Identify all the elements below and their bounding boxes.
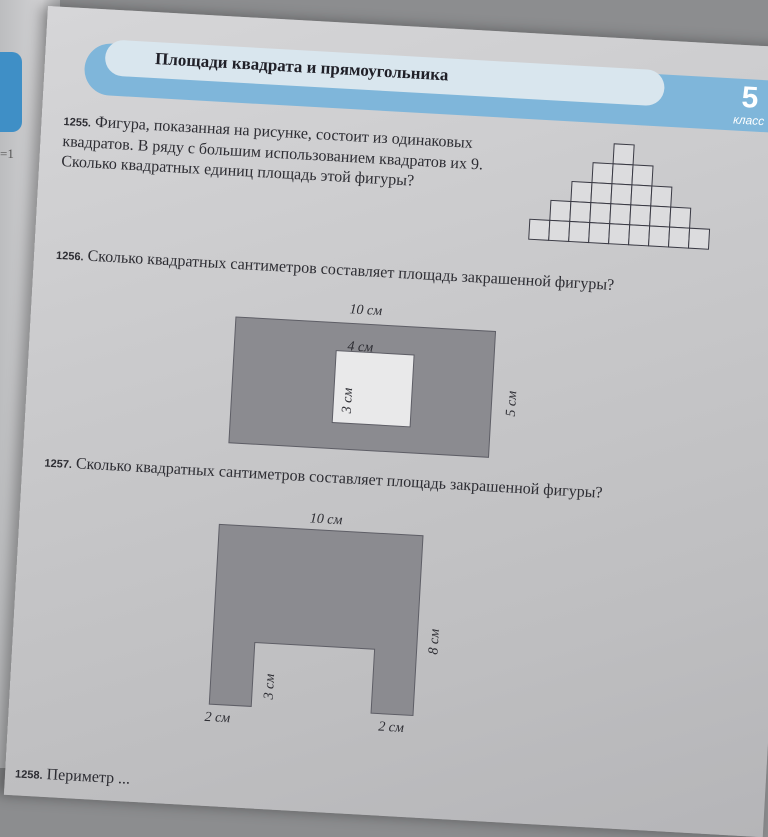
figure-1256	[229, 317, 498, 459]
unit-square	[651, 186, 672, 207]
unit-square	[613, 144, 634, 165]
unit-square	[688, 228, 709, 249]
unit-square	[611, 184, 632, 205]
label-inner-side: 3 см	[339, 387, 357, 414]
unit-square	[571, 182, 592, 203]
task-number: 1255.	[63, 116, 92, 130]
label-inner-top: 4 см	[347, 339, 374, 356]
left-page-mark: =1	[0, 146, 14, 161]
unit-square	[669, 227, 690, 248]
label-right: 5 см	[503, 390, 521, 417]
unit-square	[529, 219, 550, 240]
unit-square	[612, 164, 633, 185]
unit-square	[670, 207, 691, 228]
pyramid-figure	[523, 137, 739, 259]
label-notch-height: 3 см	[261, 673, 279, 700]
task-text: Периметр ...	[46, 766, 131, 788]
grade-word: класс	[732, 112, 765, 129]
task-text: Сколько квадратных сантиметров составляет площадь закрашенной фигуры?	[87, 247, 615, 295]
figure-1257	[209, 524, 425, 717]
task-1255	[61, 111, 524, 198]
unit-square	[590, 203, 611, 224]
label-right: 8 см	[426, 628, 443, 655]
unit-square	[591, 183, 612, 204]
task-number: 1258.	[14, 768, 43, 782]
unit-square	[570, 201, 591, 222]
label-top: 10 см	[309, 511, 343, 529]
label-top: 10 см	[349, 302, 383, 320]
unit-square	[649, 226, 670, 247]
task-1257	[44, 453, 734, 512]
unit-square	[630, 205, 651, 226]
unit-square	[550, 200, 571, 221]
unit-square	[632, 165, 653, 186]
textbook-page	[4, 6, 768, 837]
unit-square	[631, 185, 652, 206]
label-bottom-right: 2 см	[377, 719, 405, 736]
task-1256	[56, 245, 746, 304]
task-text: Фигура, показанная на рисунке, состоит из одинаковых квадратов. В ряду с большим использованием квадратов их 9. Сколько квадратных единиц площадь этой фигуры?	[60, 113, 484, 190]
grade-number: 5	[740, 80, 760, 115]
task-number: 1257.	[44, 457, 73, 472]
task-text: Сколько квадратных сантиметров составляет площадь закрашенной фигуры?	[75, 455, 604, 502]
unit-square	[629, 225, 650, 246]
unit-square	[609, 224, 630, 245]
unit-square	[592, 163, 613, 184]
shaded-u-shape	[209, 524, 423, 715]
unit-square	[610, 204, 631, 225]
label-bottom-left: 2 см	[204, 709, 231, 727]
unit-square	[589, 223, 610, 244]
task-1258	[14, 763, 415, 806]
page-title: Площади квадрата и прямоугольника	[154, 49, 449, 85]
unit-square	[650, 206, 671, 227]
task-number: 1256.	[55, 249, 84, 264]
left-page-tab	[0, 52, 22, 132]
unit-square	[569, 221, 590, 242]
grade-badge	[718, 82, 768, 129]
unit-square	[549, 220, 570, 241]
